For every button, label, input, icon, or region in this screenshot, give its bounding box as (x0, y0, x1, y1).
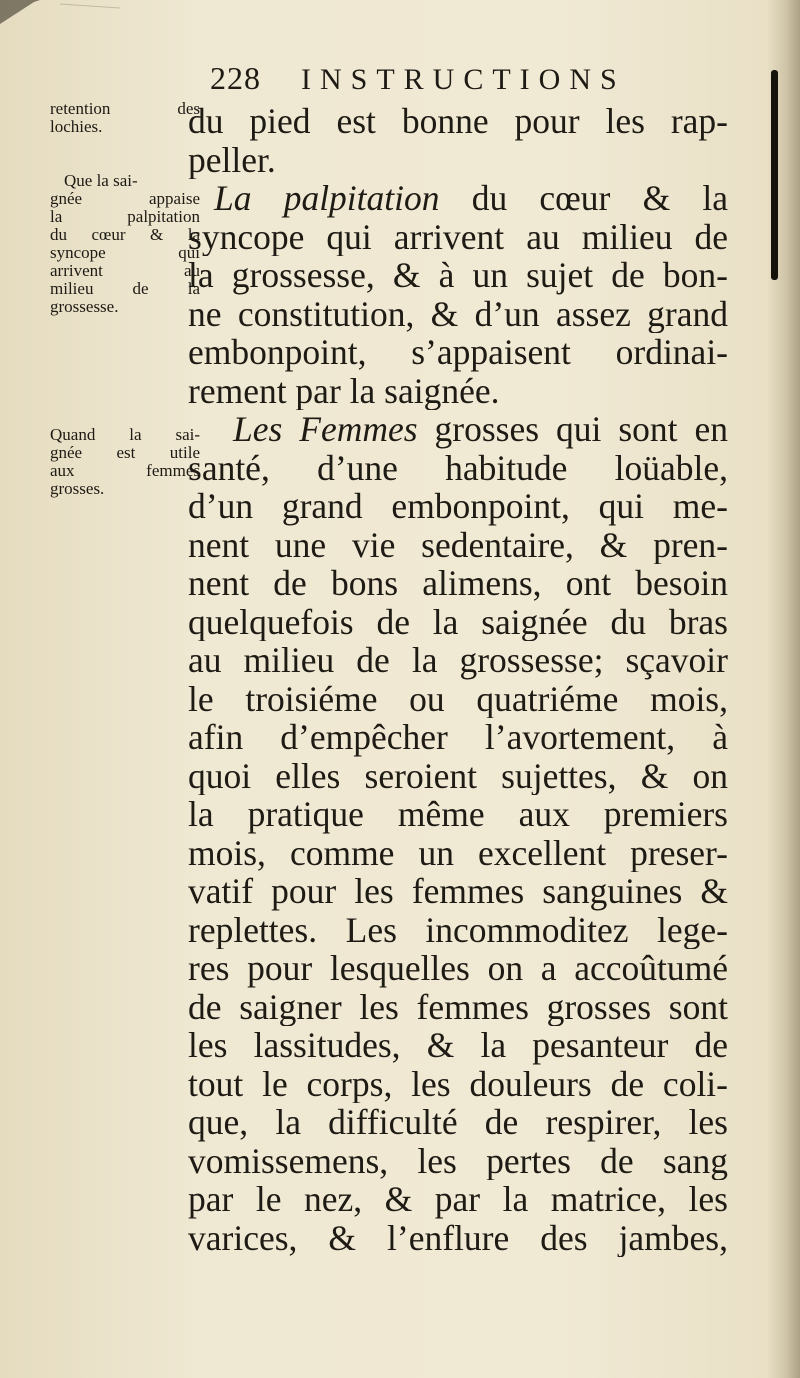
gutter-ink-mark (771, 70, 778, 280)
text-line: par le nez, & par la matrice, les (188, 1180, 728, 1219)
text-line: de saigner les femmes grosses sont (188, 987, 728, 1026)
margin-note-line: syncope qui (50, 243, 200, 262)
text-line: vomissemens, les pertes de sang (188, 1141, 728, 1180)
text-line: que, la difficulté de respirer, les (188, 1103, 728, 1142)
margin-note-line: grossesse. (50, 297, 119, 316)
text-line: quelquefois de la saignée du bras (188, 602, 728, 641)
text-line: rement par la saignée. (188, 371, 500, 410)
text-line (188, 179, 728, 218)
text-line: syncope qui arrivent au milieu de (188, 217, 728, 256)
text-line: ne constitution, & d’un assez grand (188, 294, 728, 333)
margin-note-line: arrivent au (50, 261, 200, 280)
text-line: le troisiéme ou quatriéme mois, (188, 679, 728, 718)
margin-note-line: milieu de la (50, 279, 200, 298)
text-line-rest: grosses qui sont en (434, 410, 728, 449)
margin-note-line: retention des (50, 99, 200, 118)
body-text (188, 102, 728, 1257)
italic-phrase: La palpitation (214, 179, 440, 218)
text-line: tout le corps, les douleurs de coli- (188, 1064, 728, 1103)
torn-corner-mark (0, 0, 120, 40)
running-title: INSTRUCTIONS (301, 63, 626, 96)
text-line-rest: du cœur & la (471, 179, 728, 218)
margin-note-line: la palpitation (50, 207, 200, 226)
margin-note-line: gnée appaise (50, 189, 200, 208)
text-line: nent de bons alimens, ont besoin (188, 564, 728, 603)
margin-note-line: Quand la sai- (50, 425, 200, 444)
text-line: du pied est bonne pour les rap- (188, 102, 728, 141)
text-line: la pratique même aux premiers (188, 795, 728, 834)
margin-note-line: gnée est utile (50, 443, 200, 462)
margin-note-line: lochies. (50, 117, 103, 136)
margin-note-line: du cœur & la (50, 225, 200, 244)
text-line: mois, comme un excellent preser- (188, 833, 728, 872)
italic-phrase: Les Femmes (233, 410, 418, 449)
margin-note-retention (50, 100, 200, 136)
text-line: au milieu de la grossesse; sçavoir (188, 641, 728, 680)
page-number: 228 (210, 60, 261, 96)
text-line (188, 410, 728, 449)
text-line: quoi elles seroient sujettes, & on (188, 756, 728, 795)
text-line: nent une vie sedentaire, & pren- (188, 525, 728, 564)
text-line: la grossesse, & à un sujet de bon- (188, 256, 728, 295)
text-line: vatif pour les femmes sanguines & (188, 872, 728, 911)
text-line: peller. (188, 140, 276, 179)
text-line: afin d’empêcher l’avortement, à (188, 718, 728, 757)
text-line: res pour lesquelles on a accoûtumé (188, 949, 728, 988)
text-line: d’un grand embonpoint, qui me- (188, 487, 728, 526)
text-line: embonpoint, s’appaisent ordinai- (188, 333, 728, 372)
margin-note-line: Que la sai- (64, 171, 138, 190)
margin-note-line: aux femmes (50, 461, 200, 480)
margin-note-palpitation (50, 172, 200, 316)
margin-note-line: grosses. (50, 479, 105, 498)
running-head (210, 60, 630, 104)
text-line: varices, & l’enflure des jambes, (188, 1218, 728, 1257)
text-line: replettes. Les incommoditez lege- (188, 910, 728, 949)
margin-note-saignee-utile (50, 426, 200, 498)
text-line: les lassitudes, & la pesanteur de (188, 1026, 728, 1065)
text-line: santé, d’une habitude loüable, (188, 448, 728, 487)
